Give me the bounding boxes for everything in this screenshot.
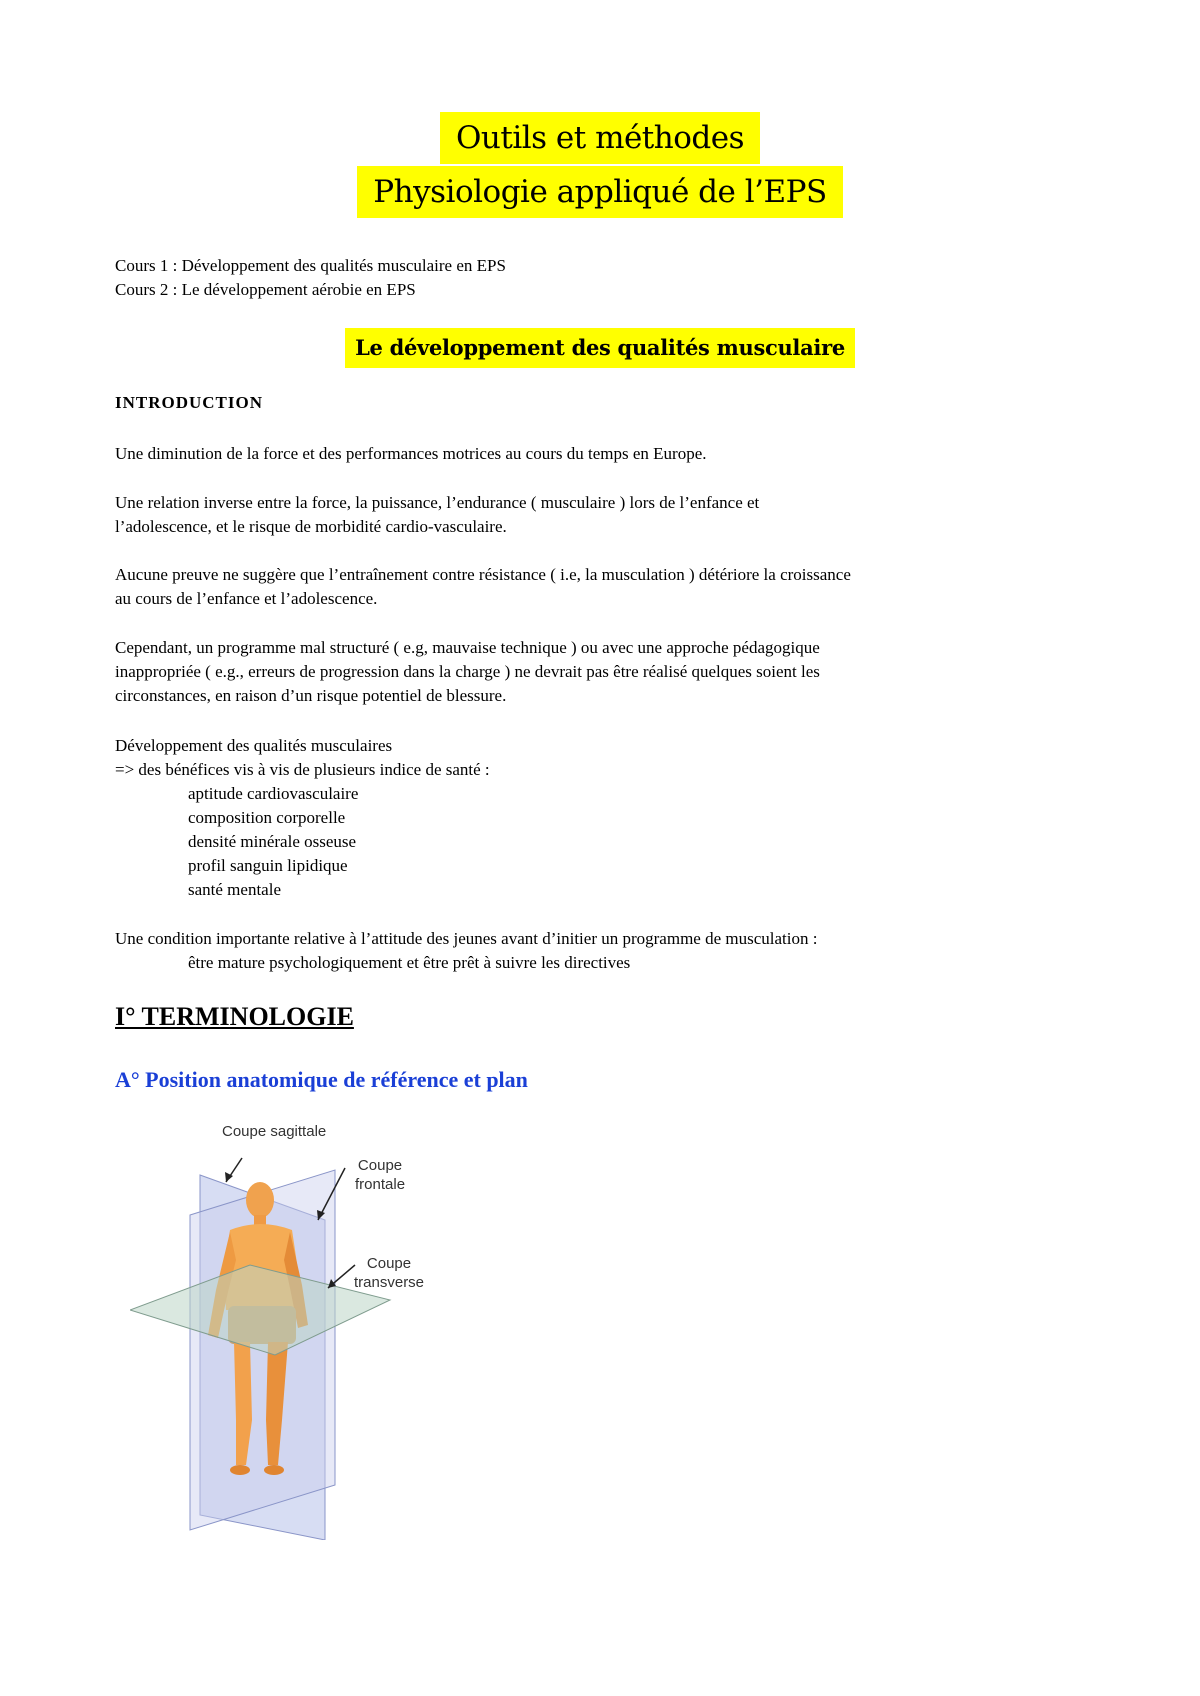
course-item: Cours 2 : Le développement aérobie en EPS — [115, 280, 416, 299]
paragraph-line: circonstances, en raison d’un risque potentiel de blessure. — [115, 686, 507, 705]
label-line: Coupe — [357, 1157, 403, 1174]
paragraph-line: Une condition importante relative à l’attitude des jeunes avant d’initier un programme de musculation : — [115, 929, 818, 948]
benefit-item: composition corporelle — [188, 808, 346, 827]
document-title — [0, 112, 1200, 218]
section-banner — [0, 328, 1200, 368]
section-title: Le développement des qualités musculaire — [345, 328, 855, 368]
transverse-plane — [130, 1265, 390, 1355]
label-line: Coupe — [366, 1255, 412, 1272]
intro-heading: INTRODUCTION — [115, 393, 264, 412]
paragraph-line: => des bénéfices vis à vis de plusieurs indice de santé : — [115, 760, 490, 779]
title-line-2: Physiologie appliqué de l’EPS — [357, 166, 842, 218]
benefit-item: densité minérale osseuse — [188, 832, 357, 851]
intro-paragraph-1 — [115, 442, 1095, 466]
intro-paragraph-5 — [115, 734, 1095, 902]
paragraph-line: au cours de l’enfance et l’adolescence. — [115, 589, 378, 608]
paragraph-line: Une diminution de la force et des performances motrices au cours du temps en Europe. — [115, 444, 707, 463]
label-line: transverse — [354, 1274, 425, 1291]
intro-paragraph-2 — [115, 491, 1095, 539]
intro-paragraph-3 — [115, 563, 1095, 611]
intro-paragraph-4 — [115, 636, 1095, 708]
paragraph-line: inappropriée ( e.g., erreurs de progression dans la charge ) ne devrait pas être réalisé quelques soient les — [115, 662, 820, 681]
label-coupe-frontale — [355, 1156, 405, 1194]
paragraph-line: Aucune preuve ne suggère que l’entraînement contre résistance ( i.e, la musculation ) détériore la croissance — [115, 565, 851, 584]
intro-paragraph-6 — [115, 927, 1095, 975]
title-line-1: Outils et méthodes — [440, 112, 760, 164]
paragraph-line: Une relation inverse entre la force, la puissance, l’endurance ( musculaire ) lors de l’enfance et — [115, 493, 760, 512]
label-line: frontale — [355, 1176, 406, 1193]
section-heading-terminologie: I° TERMINOLOGIE — [115, 1002, 354, 1031]
anatomical-planes-figure — [130, 1120, 480, 1540]
label-coupe-sagittale: Coupe sagittale — [222, 1123, 327, 1140]
subsection-heading-position: A° Position anatomique de référence et plan — [115, 1067, 528, 1092]
paragraph-line: être mature psychologiquement et être prêt à suivre les directives — [188, 953, 631, 972]
benefit-item: aptitude cardiovasculaire — [188, 784, 359, 803]
paragraph-line: Cependant, un programme mal structuré ( e.g, mauvaise technique ) ou avec une approche pédagogique — [115, 638, 820, 657]
anatomical-planes-illustration — [130, 1120, 480, 1540]
benefit-item: santé mentale — [188, 880, 281, 899]
label-coupe-transverse — [354, 1254, 424, 1292]
paragraph-line: Développement des qualités musculaires — [115, 736, 393, 755]
course-list — [115, 254, 506, 302]
benefit-item: profil sanguin lipidique — [188, 856, 348, 875]
course-item: Cours 1 : Développement des qualités musculaire en EPS — [115, 256, 506, 275]
paragraph-line: l’adolescence, et le risque de morbidité cardio-vasculaire. — [115, 517, 507, 536]
